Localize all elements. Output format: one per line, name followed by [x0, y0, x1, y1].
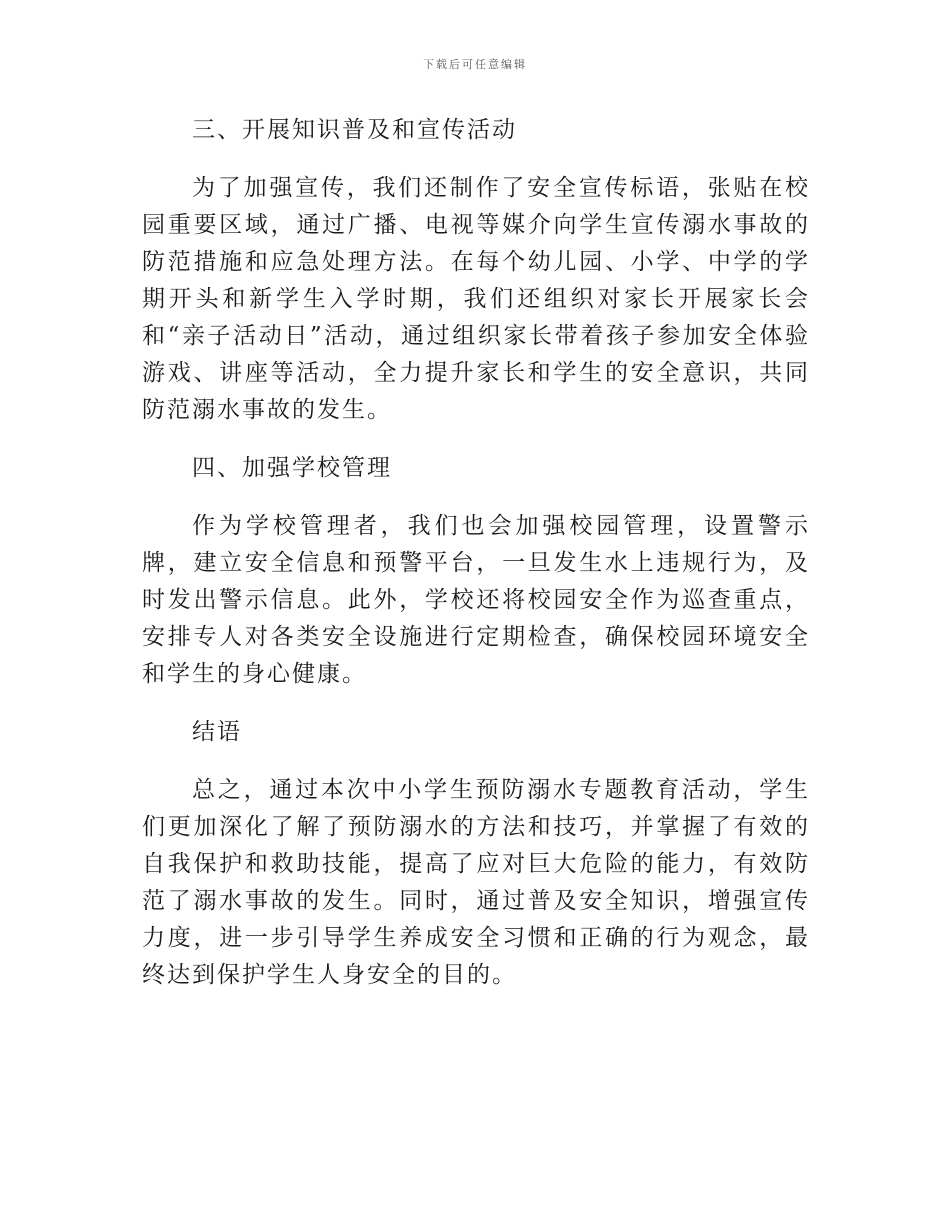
document-body — [142, 112, 810, 1015]
section-paragraph-publicity: 为了加强宣传，我们还制作了安全宣传标语，张贴在校园重要区域，通过广播、电视等媒介向学生宣传溺水事故的防范措施和应急处理方法。在每个幼儿园、小学、中学的学期开头和新学生入学时期，我们还组织对家长开展家长会和“亲子活动日”活动，通过组织家长带着孩子参加安全体验游戏、讲座等活动，全力提升家长和学生的安全意识，共同防范溺水事故的发生。 — [142, 175, 810, 423]
section-heading-publicity: 三、开展知识普及和宣传活动 — [192, 117, 517, 143]
section-heading-school-management: 四、加强学校管理 — [192, 455, 392, 481]
section-paragraph-conclusion: 总之，通过本次中小学生预防溺水专题教育活动，学生们更加深化了解了预防溺水的方法和技巧，并掌握了有效的自我保护和救助技能，提高了应对巨大危险的能力，有效防范了溺水事故的发生。同时，通过普及安全知识，增强宣传力度，进一步引导学生养成安全习惯和正确的行为观念，最终达到保护学生人身安全的目的。 — [142, 777, 810, 988]
section-paragraph-school-management: 作为学校管理者，我们也会加强校园管理，设置警示牌，建立安全信息和预警平台，一旦发生水上违规行为，及时发出警示信息。此外，学校还将校园安全作为巡查重点，安排专人对各类安全设施进行定期检查，确保校园环境安全和学生的身心健康。 — [142, 513, 810, 687]
section-heading-conclusion: 结语 — [192, 719, 242, 745]
page-header: 下载后可任意编辑 — [423, 58, 527, 71]
